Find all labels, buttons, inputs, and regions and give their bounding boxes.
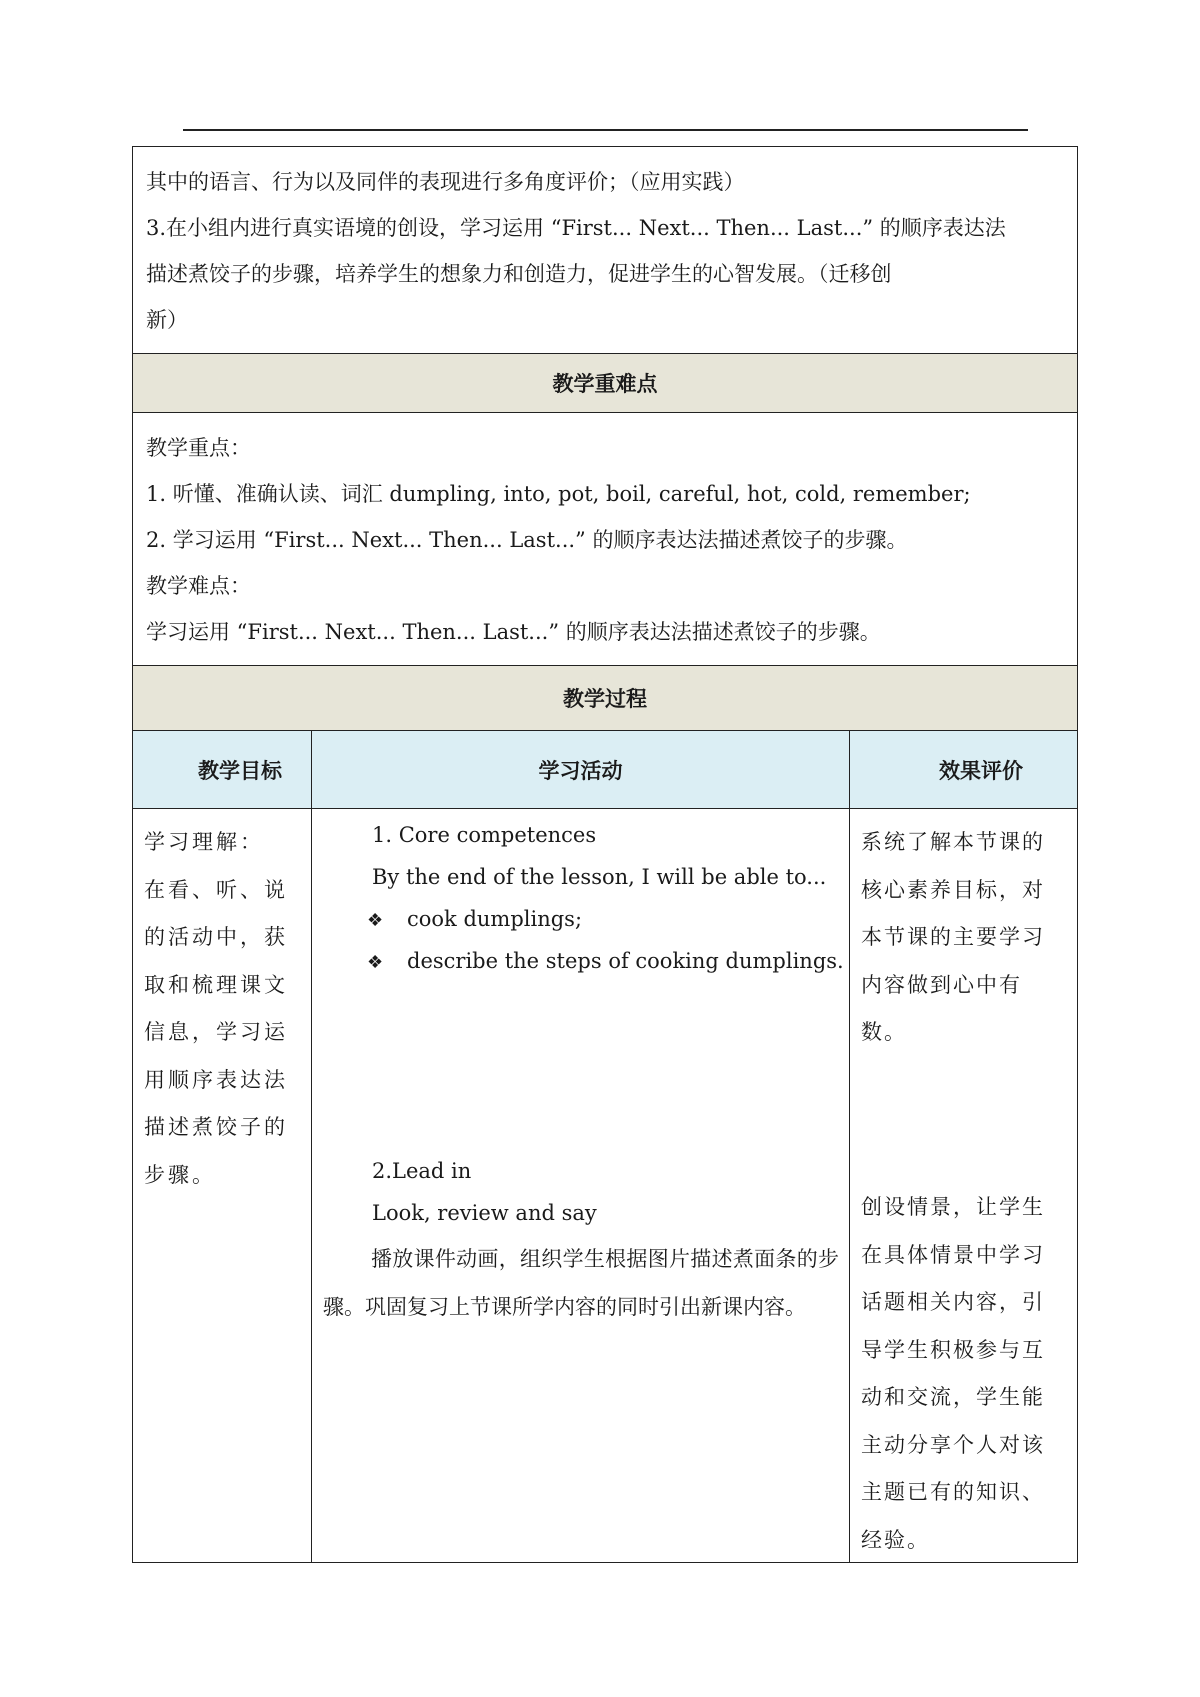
evaluation-line: 话题相关内容，引: [861, 1290, 1045, 1314]
column-header-goal: 教学目标: [133, 731, 312, 808]
evaluation-line: 主动分享个人对该: [861, 1432, 1045, 1457]
goal-line: 取和梳理课文: [144, 972, 288, 997]
key-point-line: 1. 听懂、准确认读、词汇 dumpling, into, pot, boil, careful, hot, cold, remember;: [146, 482, 971, 506]
activity-subheading: Look, review and say: [372, 1201, 597, 1225]
key-points-body: [133, 413, 1077, 666]
evaluation-line: 经验。: [861, 1527, 930, 1552]
bullet-text: cook dumplings;: [407, 907, 583, 931]
objective-line: 其中的语言、行为以及同伴的表现进行多角度评价；（应用实践）: [146, 170, 745, 194]
column-header-activity: 学习活动: [312, 731, 850, 808]
evaluation-line: 主题已有的知识、: [861, 1480, 1045, 1504]
evaluation-block-1: [861, 819, 1068, 1057]
bullet-item: [367, 949, 844, 973]
key-point-line: 学习运用 “First... Next... Then... Last...” 的顺序表达法描述煮饺子的步骤。: [146, 620, 881, 644]
key-points-heading: 教学重难点: [133, 354, 1077, 413]
evaluation-line: 导学生积极参与互: [861, 1337, 1045, 1362]
activity-paragraph: 播放课件动画，组织学生根据图片描述煮面条的步骤。巩固复习上节课所学内容的同时引出新课内容。: [323, 1247, 839, 1319]
activity-cell: [312, 809, 850, 1562]
evaluation-line: 核心素养目标，对: [861, 877, 1045, 902]
evaluation-line: 内容做到心中有: [861, 972, 1022, 997]
bullet-text: describe the steps of cooking dumplings.: [407, 949, 844, 973]
goal-line: 学习理解：: [144, 830, 264, 854]
evaluation-line: 在具体情景中学习: [861, 1242, 1045, 1267]
activity-heading: 2.Lead in: [372, 1159, 472, 1183]
column-header-evaluation: 效果评价: [939, 757, 1023, 783]
diamond-bullet-icon: ❖: [367, 910, 384, 931]
key-point-line: 2. 学习运用 “First... Next... Then... Last...” 的顺序表达法描述煮饺子的步骤。: [146, 528, 908, 552]
header-rule: [183, 129, 1028, 131]
evaluation-cell: [850, 809, 1076, 1562]
diamond-bullet-icon: ❖: [367, 952, 384, 973]
key-point-line: 教学重点：: [146, 436, 251, 460]
goal-cell: [133, 809, 312, 1562]
objective-line: 新）: [146, 308, 188, 332]
process-column-headers: [133, 731, 1077, 809]
goal-line: 步骤。: [144, 1162, 216, 1187]
goal-line: 在看、听、说: [144, 877, 288, 902]
key-point-line: 教学难点：: [146, 574, 251, 598]
activity-heading: 1. Core competences: [372, 823, 597, 847]
evaluation-line: 动和交流，学生能: [861, 1385, 1045, 1409]
objective-line: 描述煮饺子的步骤，培养学生的想象力和创造力，促进学生的心智发展。（迁移创: [146, 262, 892, 286]
lesson-plan-table: [132, 146, 1078, 1563]
goal-line: 的活动中，获: [144, 925, 288, 949]
evaluation-line: 系统了解本节课的: [861, 830, 1045, 854]
evaluation-line: 本节课的主要学习: [861, 925, 1045, 949]
bullet-item: [367, 907, 582, 931]
evaluation-line: 创设情景，让学生: [861, 1195, 1045, 1219]
goal-line: 描述煮饺子的: [144, 1115, 288, 1139]
evaluation-block-2: [861, 1184, 1068, 1564]
evaluation-line: 数。: [861, 1020, 907, 1044]
activity-intro: By the end of the lesson, I will be able to...: [372, 865, 827, 889]
objectives-continuation: [133, 147, 1077, 354]
process-row: [133, 809, 1077, 1562]
objective-line: 3.在小组内进行真实语境的创设，学习运用 “First... Next... Then... Last...” 的顺序表达法: [146, 216, 1006, 240]
goal-line: 用顺序表达法: [144, 1067, 288, 1092]
goal-line: 信息，学习运: [144, 1020, 288, 1044]
process-heading: 教学过程: [133, 666, 1077, 731]
